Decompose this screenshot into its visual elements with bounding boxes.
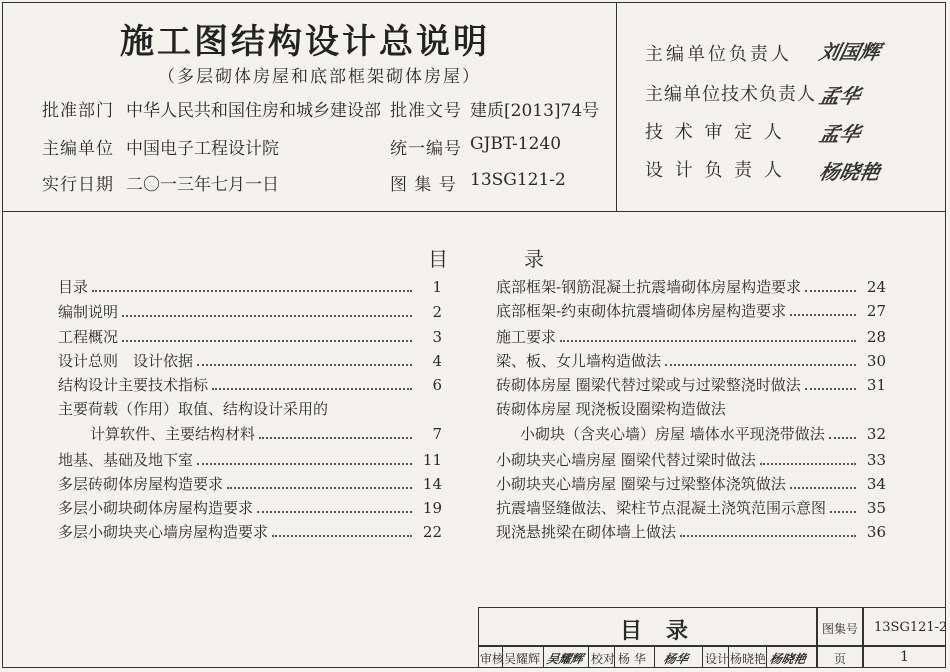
toc-entry[interactable]: 多层砖砌体房屋构造要求 14 [58, 475, 442, 493]
document-title: 施工图结构设计总说明 [120, 22, 490, 62]
title-block-col-divider [816, 607, 818, 668]
design-name: 杨晓艳 [730, 652, 767, 666]
title-block-atlas-label: 图集号 [822, 622, 859, 636]
toc-entry[interactable]: 施工要求 28 [496, 328, 886, 346]
header-divider [2, 211, 946, 212]
unified-no-label: 统一编号 [390, 139, 462, 159]
design-signature: 杨晓艳 [768, 652, 808, 666]
title-block-title: 目 录 [620, 618, 691, 644]
toc-entry[interactable]: 小砌块夹心墙房屋 圈梁与过梁整体浇筑做法 34 [496, 475, 886, 493]
editor: 中国电子工程设计院 [126, 139, 279, 159]
toc-entry[interactable]: 地基、基础及地下室 11 [58, 451, 442, 469]
toc-entry[interactable]: 工程概况 3 [58, 328, 442, 346]
chief-unit-tech-head-signature: 孟华 [817, 84, 863, 108]
review-label: 审核 [480, 652, 505, 666]
effective-date: 二〇一三年七月一日 [126, 175, 279, 195]
approval-dept-label: 批准部门 [42, 101, 114, 121]
toc-entry[interactable]: 多层小砌块夹心墙房屋构造要求 22 [58, 523, 442, 541]
title-block-col-divider [862, 607, 864, 668]
title-block-cell-divider [588, 645, 589, 668]
approval-doc-label: 批准文号 [390, 101, 462, 121]
toc-entry[interactable]: 小砌块（含夹心墙）房屋 墙体水平现浇带做法 32 [520, 425, 886, 443]
toc-entry[interactable]: 计算软件、主要结构材料 7 [90, 425, 442, 443]
design-lead-label: 设 计 负 责 人 [645, 160, 785, 181]
atlas-no: 13SG121-2 [470, 170, 566, 190]
toc-entry[interactable]: 底部框架-约束砌体抗震墙砌体房屋构造要求 27 [496, 302, 886, 320]
toc-entry[interactable]: 多层小砌块砌体房屋构造要求 19 [58, 499, 442, 517]
approval-doc: 建质[2013]74号 [470, 101, 600, 121]
header-vertical-divider [616, 2, 617, 211]
unified-no: GJBT-1240 [470, 134, 562, 154]
toc-entry[interactable]: 底部框架-钢筋混凝土抗震墙砌体房屋构造要求 24 [496, 278, 886, 296]
chief-unit-head-signature: 刘国辉 [817, 40, 883, 64]
title-block-atlas-no: 13SG121-2 [874, 620, 948, 635]
toc-entry[interactable]: 砖砌体房屋 圈梁代替过梁或与过梁整浇时做法 31 [496, 376, 886, 394]
toc-entry[interactable]: 现浇悬挑梁在砌体墙上做法 36 [496, 523, 886, 541]
toc-entry[interactable]: 小砌块夹心墙房屋 圈梁代替过梁时做法 33 [496, 451, 886, 469]
toc-heading [428, 243, 620, 272]
title-block-cell-divider [766, 645, 767, 668]
toc-entry-line1[interactable]: 主要荷载（作用）取值、结构设计采用的 [58, 400, 329, 418]
design-lead-signature: 杨晓艳 [817, 160, 883, 184]
toc-entry[interactable]: 抗震墙竖缝做法、梁柱节点混凝土浇筑范围示意图 35 [496, 499, 886, 517]
check-label: 校对 [591, 652, 616, 666]
toc-entry[interactable]: 编制说明 2 [58, 303, 442, 321]
document-subtitle: （多层砌体房屋和底部框架砌体房屋） [158, 67, 481, 87]
review-name: 吴耀辉 [504, 652, 541, 666]
chief-unit-tech-head-label: 主编单位技术负责人 [645, 84, 816, 105]
editor-label: 主编单位 [42, 139, 114, 159]
toc-entry[interactable]: 目录 1 [58, 278, 442, 296]
design-label: 设计 [705, 652, 730, 666]
page-number: 1 [900, 649, 909, 665]
check-name: 杨 华 [618, 652, 646, 666]
title-block-row-divider [478, 645, 946, 647]
page-label: 页 [834, 652, 847, 666]
check-signature: 杨华 [662, 652, 690, 666]
approval-dept: 中华人民共和国住房和城乡建设部 [126, 101, 381, 121]
toc-entry[interactable]: 梁、板、女儿墙构造做法 30 [496, 352, 886, 370]
effective-date-label: 实行日期 [42, 175, 114, 195]
chief-unit-head-label: 主编单位负责人 [645, 44, 792, 65]
technical-approver-label: 技 术 审 定 人 [645, 122, 785, 143]
toc-heading-char-2: 录 [524, 247, 544, 271]
title-block-cell-divider [702, 645, 703, 668]
atlas-no-label: 图 集 号 [390, 175, 457, 195]
toc-entry-line1[interactable]: 砖砌体房屋 现浇板设圈梁构造做法 [496, 400, 726, 418]
review-signature: 吴耀辉 [545, 652, 585, 666]
toc-heading-char-1: 目 [428, 247, 448, 271]
technical-approver-signature: 孟华 [817, 122, 863, 146]
title-block-cell-divider [543, 645, 544, 668]
toc-entry[interactable]: 设计总则 设计依据 4 [58, 352, 442, 370]
toc-entry[interactable]: 结构设计主要技术指标 6 [58, 376, 442, 394]
title-block-cell-divider [654, 645, 655, 668]
